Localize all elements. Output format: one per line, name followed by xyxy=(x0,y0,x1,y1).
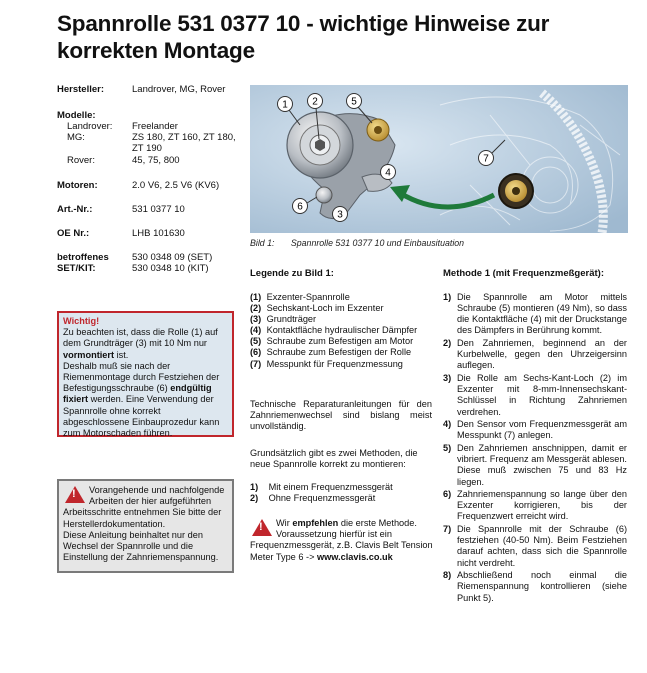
spec-label: MG: xyxy=(67,132,85,143)
page-title: Spannrolle 531 0377 10 - wichtige Hinweise zur korrekten Montage xyxy=(57,11,550,63)
list-item xyxy=(250,325,440,336)
list-item xyxy=(250,482,432,493)
warning-text-part: Zu beachten ist, dass die Rolle (1) auf dem Grundträger (3) mit 10 Nm nur xyxy=(63,327,218,349)
list-text: Grundträger xyxy=(266,314,317,325)
list-text: Exzenter-Spannrolle xyxy=(266,292,350,302)
spec-label: OE Nr.: xyxy=(57,228,90,239)
list-item xyxy=(250,336,440,347)
spec-label: Modelle: xyxy=(57,110,96,121)
rec-bold: empfehlen xyxy=(292,518,339,528)
list-text: Messpunkt für Frequenzmessung xyxy=(266,358,403,369)
list-item xyxy=(250,303,440,314)
warning-triangle-icon xyxy=(65,486,85,503)
list-number: (6) xyxy=(250,347,262,358)
list-text: Sechskant-Loch im Exzenter xyxy=(266,303,384,314)
list-number: 2) xyxy=(250,493,259,504)
list-text: Abschließend noch einmal die Riemenspannung kontrollieren (siehe Punkt 5). xyxy=(457,570,627,603)
callout-label: 3 xyxy=(337,209,343,221)
warning-box xyxy=(57,311,234,437)
warning-text-part: werden. Eine Verwendung der Spannrolle ohne korrekt abgeschlossene Einbauprozedur kann zum Motorschaden führen. xyxy=(63,394,220,439)
list-number: 3) xyxy=(443,373,452,384)
method1-title: Methode 1 (mit Frequenzmeßgerät): xyxy=(443,268,604,279)
list-item xyxy=(250,347,440,358)
list-number: (4) xyxy=(250,325,262,336)
list-text: Den Zahnriemen, beginnend an der Kurbelwelle, gegen den Uhrzeigersinn auflegen. xyxy=(457,338,627,371)
intro-paragraph: Technische Reparaturanleitungen für den Zahnriemenwechsel sind bislang meist unvollständig. xyxy=(250,399,432,432)
list-number: 7) xyxy=(443,524,452,535)
callout-label: 4 xyxy=(385,167,391,179)
spec-value: 530 0348 09 (SET) xyxy=(132,252,213,263)
list-number: (1) xyxy=(250,292,262,302)
warning-text xyxy=(63,361,228,439)
list-item xyxy=(250,314,440,325)
callout-label: 6 xyxy=(297,201,303,213)
spec-value: 530 0348 10 (KIT) xyxy=(132,263,209,274)
callout-4 xyxy=(381,165,396,180)
warning-triangle-icon xyxy=(252,519,272,536)
list-item xyxy=(443,570,627,603)
list-item xyxy=(443,338,627,371)
list-item xyxy=(443,373,627,418)
methods-intro: Grundsätzlich gibt es zwei Methoden, die neue Spannrolle korrekt zu montieren: xyxy=(250,448,418,470)
list-item xyxy=(250,493,432,504)
list-text: Den Sensor vom Frequenzmessgerät am Messpunkt (7) anlegen. xyxy=(457,419,627,441)
list-number: 5) xyxy=(443,443,452,454)
spec-value: ZS 180, ZT 160, ZT 180, xyxy=(132,132,236,143)
tensioner-illustration xyxy=(250,85,628,233)
list-item xyxy=(443,443,627,488)
callout-label: 2 xyxy=(312,96,318,108)
legend-list xyxy=(250,292,440,370)
list-text: Kontaktfläche hydraulischer Dämpfer xyxy=(266,325,418,336)
recommendation xyxy=(250,518,435,563)
spec-value: 2.0 V6, 2.5 V6 (KV6) xyxy=(132,180,220,191)
callout-label: 1 xyxy=(282,99,288,111)
note-box xyxy=(57,479,234,573)
list-number: 2) xyxy=(443,338,452,349)
warning-text-part: Deshalb muß sie nach der Riemenmontage durch Festziehen der Befestigungsschraube (6) xyxy=(63,360,220,394)
spec-value: Freelander xyxy=(132,121,178,132)
list-number: 8) xyxy=(443,570,452,581)
list-item xyxy=(250,359,440,370)
list-item xyxy=(443,524,627,569)
list-number: 1) xyxy=(443,292,452,302)
warning-heading: Wichtig! xyxy=(63,316,100,326)
list-item xyxy=(443,419,627,441)
method1-steps xyxy=(443,292,627,605)
list-text: Die Rolle am Sechs-Kant-Loch (2) im Exzenter mit 8-mm-Innensechskant-Schlüssel in Richtung Zahnriemen verdrehen. xyxy=(457,373,627,417)
spec-value: ZT 190 xyxy=(132,143,162,154)
note-text: Vorangehende und nachfolgende Arbeiten der hier aufgeführten Arbeitsschritte entnehmen Sie bitte der Herstellerdokumentation. xyxy=(63,485,225,529)
figure-photo xyxy=(250,85,628,233)
callout-3 xyxy=(333,207,348,222)
caption-label: Bild 1: xyxy=(250,238,275,248)
list-text: Mit einem Frequenzmessgerät xyxy=(268,482,393,492)
list-number: (7) xyxy=(250,358,262,369)
spec-value: LHB 101630 xyxy=(132,228,185,239)
spec-label: Motoren: xyxy=(57,180,98,191)
list-text: Den Zahnriemen anschnippen, damit er vibriert. Frequenz am Messgerät ablesen. Diese muß zwischen 75 und 83 Hz liegen. xyxy=(457,443,627,487)
pulley-in-situ xyxy=(499,174,533,208)
warning-text-bold: endgültig fixiert xyxy=(63,383,212,405)
list-number: (3) xyxy=(250,314,262,325)
spec-value: 531 0377 10 xyxy=(132,204,185,215)
list-item xyxy=(443,292,627,337)
list-number: 1) xyxy=(250,482,259,492)
spec-label: SET/KIT: xyxy=(57,263,96,274)
list-text: Zahnriemenspannung so lange über den Exzenter korrigieren, bis der Frequenzwert erreicht wird. xyxy=(457,489,627,522)
warning-text xyxy=(63,327,228,361)
list-text: Ohne Frequenzmessgerät xyxy=(268,493,376,504)
spec-label: Rover: xyxy=(67,155,95,166)
spec-label: Art.-Nr.: xyxy=(57,204,93,215)
callout-label: 7 xyxy=(483,153,489,165)
note-text: Diese Anleitung beinhaltet nur den Wechsel der Spannrolle und die Einstellung der Zahnriemenspannung. xyxy=(63,529,219,563)
warning-text-part: ist. xyxy=(114,349,129,360)
list-text: Schraube zum Befestigen am Motor xyxy=(266,336,414,347)
list-text: Schraube zum Befestigen der Rolle xyxy=(266,347,412,358)
spec-label: Landrover: xyxy=(67,121,113,132)
list-number: 4) xyxy=(443,419,452,430)
spec-value: 45, 75, 800 xyxy=(132,155,180,166)
caption-text: Spannrolle 531 0377 10 und Einbausituation xyxy=(290,238,465,248)
list-number: (5) xyxy=(250,336,262,347)
methods-list xyxy=(250,482,432,504)
spec-value: Landrover, MG, Rover xyxy=(132,84,226,95)
list-item xyxy=(250,292,440,303)
list-number: (2) xyxy=(250,303,262,314)
rec-text: die erste Methode. Voraussetzung hierfür ist ein Frequenzmessgerät, z.B. Clavis Belt Tension Meter Type 6 -> xyxy=(250,518,433,562)
warning-text-bold: vormontiert xyxy=(63,349,115,360)
clavis-link[interactable]: www.clavis.co.uk xyxy=(316,551,393,562)
callout-label: 5 xyxy=(351,96,357,108)
list-text: Die Spannrolle mit der Schraube (6) festziehen (40-50 Nm). Beim Festziehen darauf achten, dass sich die Spannrolle nicht verdreht. xyxy=(457,524,627,568)
spec-label: Hersteller: xyxy=(57,84,104,95)
list-number: 6) xyxy=(443,489,452,500)
legend-title: Legende zu Bild 1: xyxy=(250,268,334,279)
spec-label: betroffenes xyxy=(57,252,109,263)
figure-caption xyxy=(250,238,464,248)
list-item xyxy=(443,489,627,522)
list-text: Die Spannrolle am Motor mittels Schraube (5) montieren (49 Nm), so dass die Kontaktfläche (4) mit der Druckstange des Dämpfers in Berührung kommt. xyxy=(457,292,627,336)
rec-text: Wir xyxy=(276,518,293,528)
